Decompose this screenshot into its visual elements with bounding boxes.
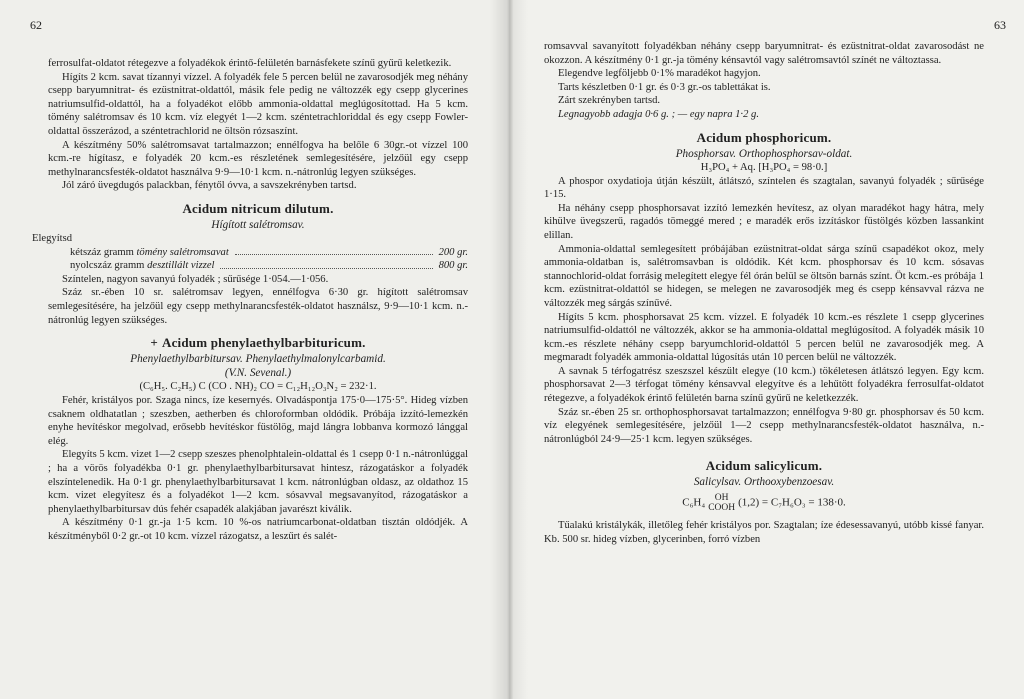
paragraph: Száz sr.-ében 25 sr. orthophosphorsavat tartalmazzon; ennélfogva 9·80 gr. phosphorsav és 50 kcm. víz elegyének semlegesítésére, jelzőül 1—2 csepp methylnarancsfesték-oldatot használva, n.-nátronlúgból 24·9—25·1 kcm. legyen szükséges. <box>544 406 984 445</box>
formula-part: C₆H₄ <box>682 496 706 509</box>
paragraph: Tűalakú kristálykák, illetőleg fehér kristályos por. Szagtalan; íze édesessavanyú, utóbb kissé fanyar. Kb. 500 sr. hideg vízben, glycerinben, forró vízben <box>544 520 984 546</box>
subheading-salicylsav: Salicylsav. Orthooxybenzoesav. <box>693 476 835 489</box>
ingredient-row <box>48 246 468 260</box>
paragraph: romsavval savanyított folyadékban néhány csepp baryumnitrat- és ezüstnitrat-oldat zavarosodást ne okozzon. A készítmény 0·1 gr.-ja tömény kénsavtól vagy salétromsavtól színét ne változtassa. <box>544 41 984 66</box>
ingredient-qty: 800 gr. <box>438 260 468 272</box>
heading-phosphoricum: Acidum phosphoricum. <box>696 129 832 145</box>
formula-stack: OH COOH <box>708 493 736 514</box>
ingredient-label: kétszáz gramm tömény salétromsavat <box>70 246 229 258</box>
paragraph: A phospor oxydatioja útján készült, átlátszó, színtelen és szagtalan, savanyú folyadék ; sűrűsége 1·15. <box>544 175 984 201</box>
heading-phenylaethylbarbituricum: + Acidum phenylaethylbarbituricum. <box>150 335 366 351</box>
paragraph: Ha néhány csepp phosphorsavat izzító lemezkén hevítesz, az olyan maradékot hagy hátra, mely kihülve üvegszerű, ragadós tömeggé mered ; e maradék erős izzításkor füstölgés közben lassankint elillan. <box>544 202 984 241</box>
salicyl-formula <box>544 493 984 513</box>
paragraph: Hígíts 2 kcm. savat tízannyi vízzel. A folyadék fele 5 percen belül ne zavarosodjék meg néhány csepp baryumnitrat- és ezüstnitrat-oldattól, másik fele pedig ne változzék egy csepp glycerines natriumsulfid-oldattól, ha a folyadékot előbb ammonia-oldattal meglúgosítottad. Ha 5 kcm. tömény salétromsav és 10 kcm. víz elegyét 1—2 kcm. széntetrachloriddal és egy csepp Fowler-oldattal összerázod, a széntetrachlorid ne öltsön rózsaszínt. <box>48 71 468 137</box>
paragraph: A savnak 5 térfogatrész szeszszel készült elegye (10 kcm.) tökéletesen átlátszó legyen. Egy kcm. phosphorsavat 2—3 térfogat tömény kénsavval elegyítve és a lehűtött folyadékra ferrosulfat-oldatot rétegezve, a folyadékok érintő felületén barna színű gyűrű ne keletkezzék. <box>544 365 984 405</box>
ingredient-row <box>48 259 468 273</box>
paragraph: Hígíts 5 kcm. phosphorsavat 25 kcm. vízzel. E folyadék 10 kcm.-es részlete 1 csepp glycerines natriumsulfid-oldattól ne változzék, akkor se ha ammonia-oldattal meglúgosítod. A folyadék másik 10 kcm.-es részlete néhány csepp baryumchlorid-oldattól 5 percen belül ne zavarosodjék meg. A megmaradt folyadék ammonia-oldattal lúgosítás után 10 percen belül ne változzék. <box>544 311 984 364</box>
paragraph: ferrosulfat-oldatot rétegezve a folyadékok érintő-felületén barnásfekete színű gyűrű keletkezik. <box>48 58 452 69</box>
paragraph: Zárt szekrényben tartsd. <box>558 95 661 107</box>
max-dose: Legnagyobb adagja 0·6 g. ; — egy napra 1·2 g. <box>558 108 759 120</box>
leader-dots <box>220 259 432 269</box>
chemical-formula: (C₆H₅. C₂H₅) C (CO . NH)₂ CO = C₁₂H₁₂O₃N₂ = 232·1. <box>139 381 377 393</box>
left-page-text <box>32 57 468 544</box>
paragraph: Száz sr.-ében 10 sr. salétromsav legyen, ennélfogva 6·30 gr. hígított salétromsav semlegesítésére, ha jelzőül egy csepp methylnarancsfesték-oldatot használsz, 9·9—10·1 kcm. n.-nátronlúg legyen szükséges. <box>48 287 468 326</box>
paragraph: Elegyíts 5 kcm. vizet 1—2 csepp szeszes phenolphtalein-oldattal és 1 csepp 0·1 n.-nátronlúggal ; ha a vörös folyadékba 0·1 gr. phenylaethylbarbitursavat hintesz, rázogatáskor a folyadék elszíntelenedik. Ha 0·1 gr. phenylaethylbarbitursavat 1 kcm. nátronlúgban oldasz, az oldathoz 15 kcm. vizet elegyítesz és a folyadékot 1—2 kcm. sósavval megsavanyítod, rázogatáskor a phenylaethylbarbitursav dús fehér csapadék alakjában javarészt kiválik. <box>48 449 468 515</box>
right-page-text <box>544 40 984 547</box>
subheading-higitott: Hígított salétromsav. <box>211 218 305 231</box>
paragraph: A készítmény 0·1 gr.-ja 1·5 kcm. 10 %-os natriumcarbonat-oldatban tisztán oldódjék. A készítményből 0·2 gr.-ot 10 kcm. vízzel rázogatsz, a leszűrt és salét- <box>48 517 468 543</box>
paragraph: Tarts készletben 0·1 gr. és 0·3 gr.-os tablettákat is. <box>558 81 771 93</box>
paragraph: Elegendve legföljebb 0·1% maradékot hagyjon. <box>558 68 761 80</box>
paragraph: Jól záró üvegdugós palackban, fénytől óvva, a savszekrényben tartsd. <box>62 180 357 192</box>
ingredient-label: nyolcszáz gramm desztillált vizzel <box>70 260 215 272</box>
paragraph: Színtelen, nagyon savanyú folyadék ; sűrűsége 1·054.—1·056. <box>62 273 329 285</box>
formula-part: (1,2) = C₇H₆O₃ = 138·0. <box>738 496 846 509</box>
paragraph: Ammonia-oldattal semlegesített próbájában ezüstnitrat-oldat sárga színű csapadékot okoz, mely ammonia-oldatban is, salétromsavban is oldódik. Két kcm. phosphorsav és 10 kcm. sósavas stannochlorid-oldat forrásig melegített elegye fél órán belül se öltsön barnás színt. Öt kcm.-es próbája 1 kcm. ezüstnitrat-oldattól se hidegen, se melegen ne zavarosodjék meg és csepp kénsavval rázva ne változzék meg sárgás színűvé. <box>544 243 984 309</box>
page-number-left: 62 <box>30 18 42 32</box>
heading-nitricum-dilutum: Acidum nitricum dilutum. <box>182 200 334 216</box>
subheading-phosphorsav: Phosphorsav. Orthophosphorsav-oldat. <box>675 147 853 160</box>
heading-salicylicum: Acidum salicylicum. <box>705 458 823 474</box>
leader-dots <box>235 246 433 256</box>
chemical-formula: H₃PO₄ + Aq. [H₃PO₄ = 98·0.] <box>700 161 828 173</box>
subheading-phenyl: Phenylaethylbarbitursav. Phenylaethylmalonylcarbamid. <box>130 353 386 366</box>
ingredient-qty: 200 gr. <box>438 246 468 258</box>
paragraph: Fehér, kristályos por. Szaga nincs, íze kesernyés. Olvadáspontja 175·0—175·5°. Hideg vízben csaknem oldhatatlan ; szeszben, aetherben és chloroformban oldódik. Próbája izzító-lemezkén enyhe hevítéskor megolvad, erősebb hevítéskor füstölög, majd lángra lobbanva kormozó lánggal elég. <box>48 395 468 447</box>
paragraph: A készítmény 50% salétromsavat tartalmazzon; ennélfogva ha belőle 6 30gr.-ot vízzel 100 kcm.-re hígítasz, e folyadék 20 kcm.-es részletének semlegesítésére, jelzőül egy csepp methylnarancsfesték-oldatot használva 9·9—10·1 kcm. n.-nátronlúg legyen szükséges. <box>48 139 468 178</box>
page-number-right: 63 <box>994 18 1006 32</box>
subheading-vn: (V.N. Sevenal.) <box>224 367 292 380</box>
recipe-intro: Elegyítsd <box>32 232 73 244</box>
cross-mark-icon: + <box>150 335 158 351</box>
right-page <box>508 0 1024 699</box>
left-page <box>0 0 508 699</box>
